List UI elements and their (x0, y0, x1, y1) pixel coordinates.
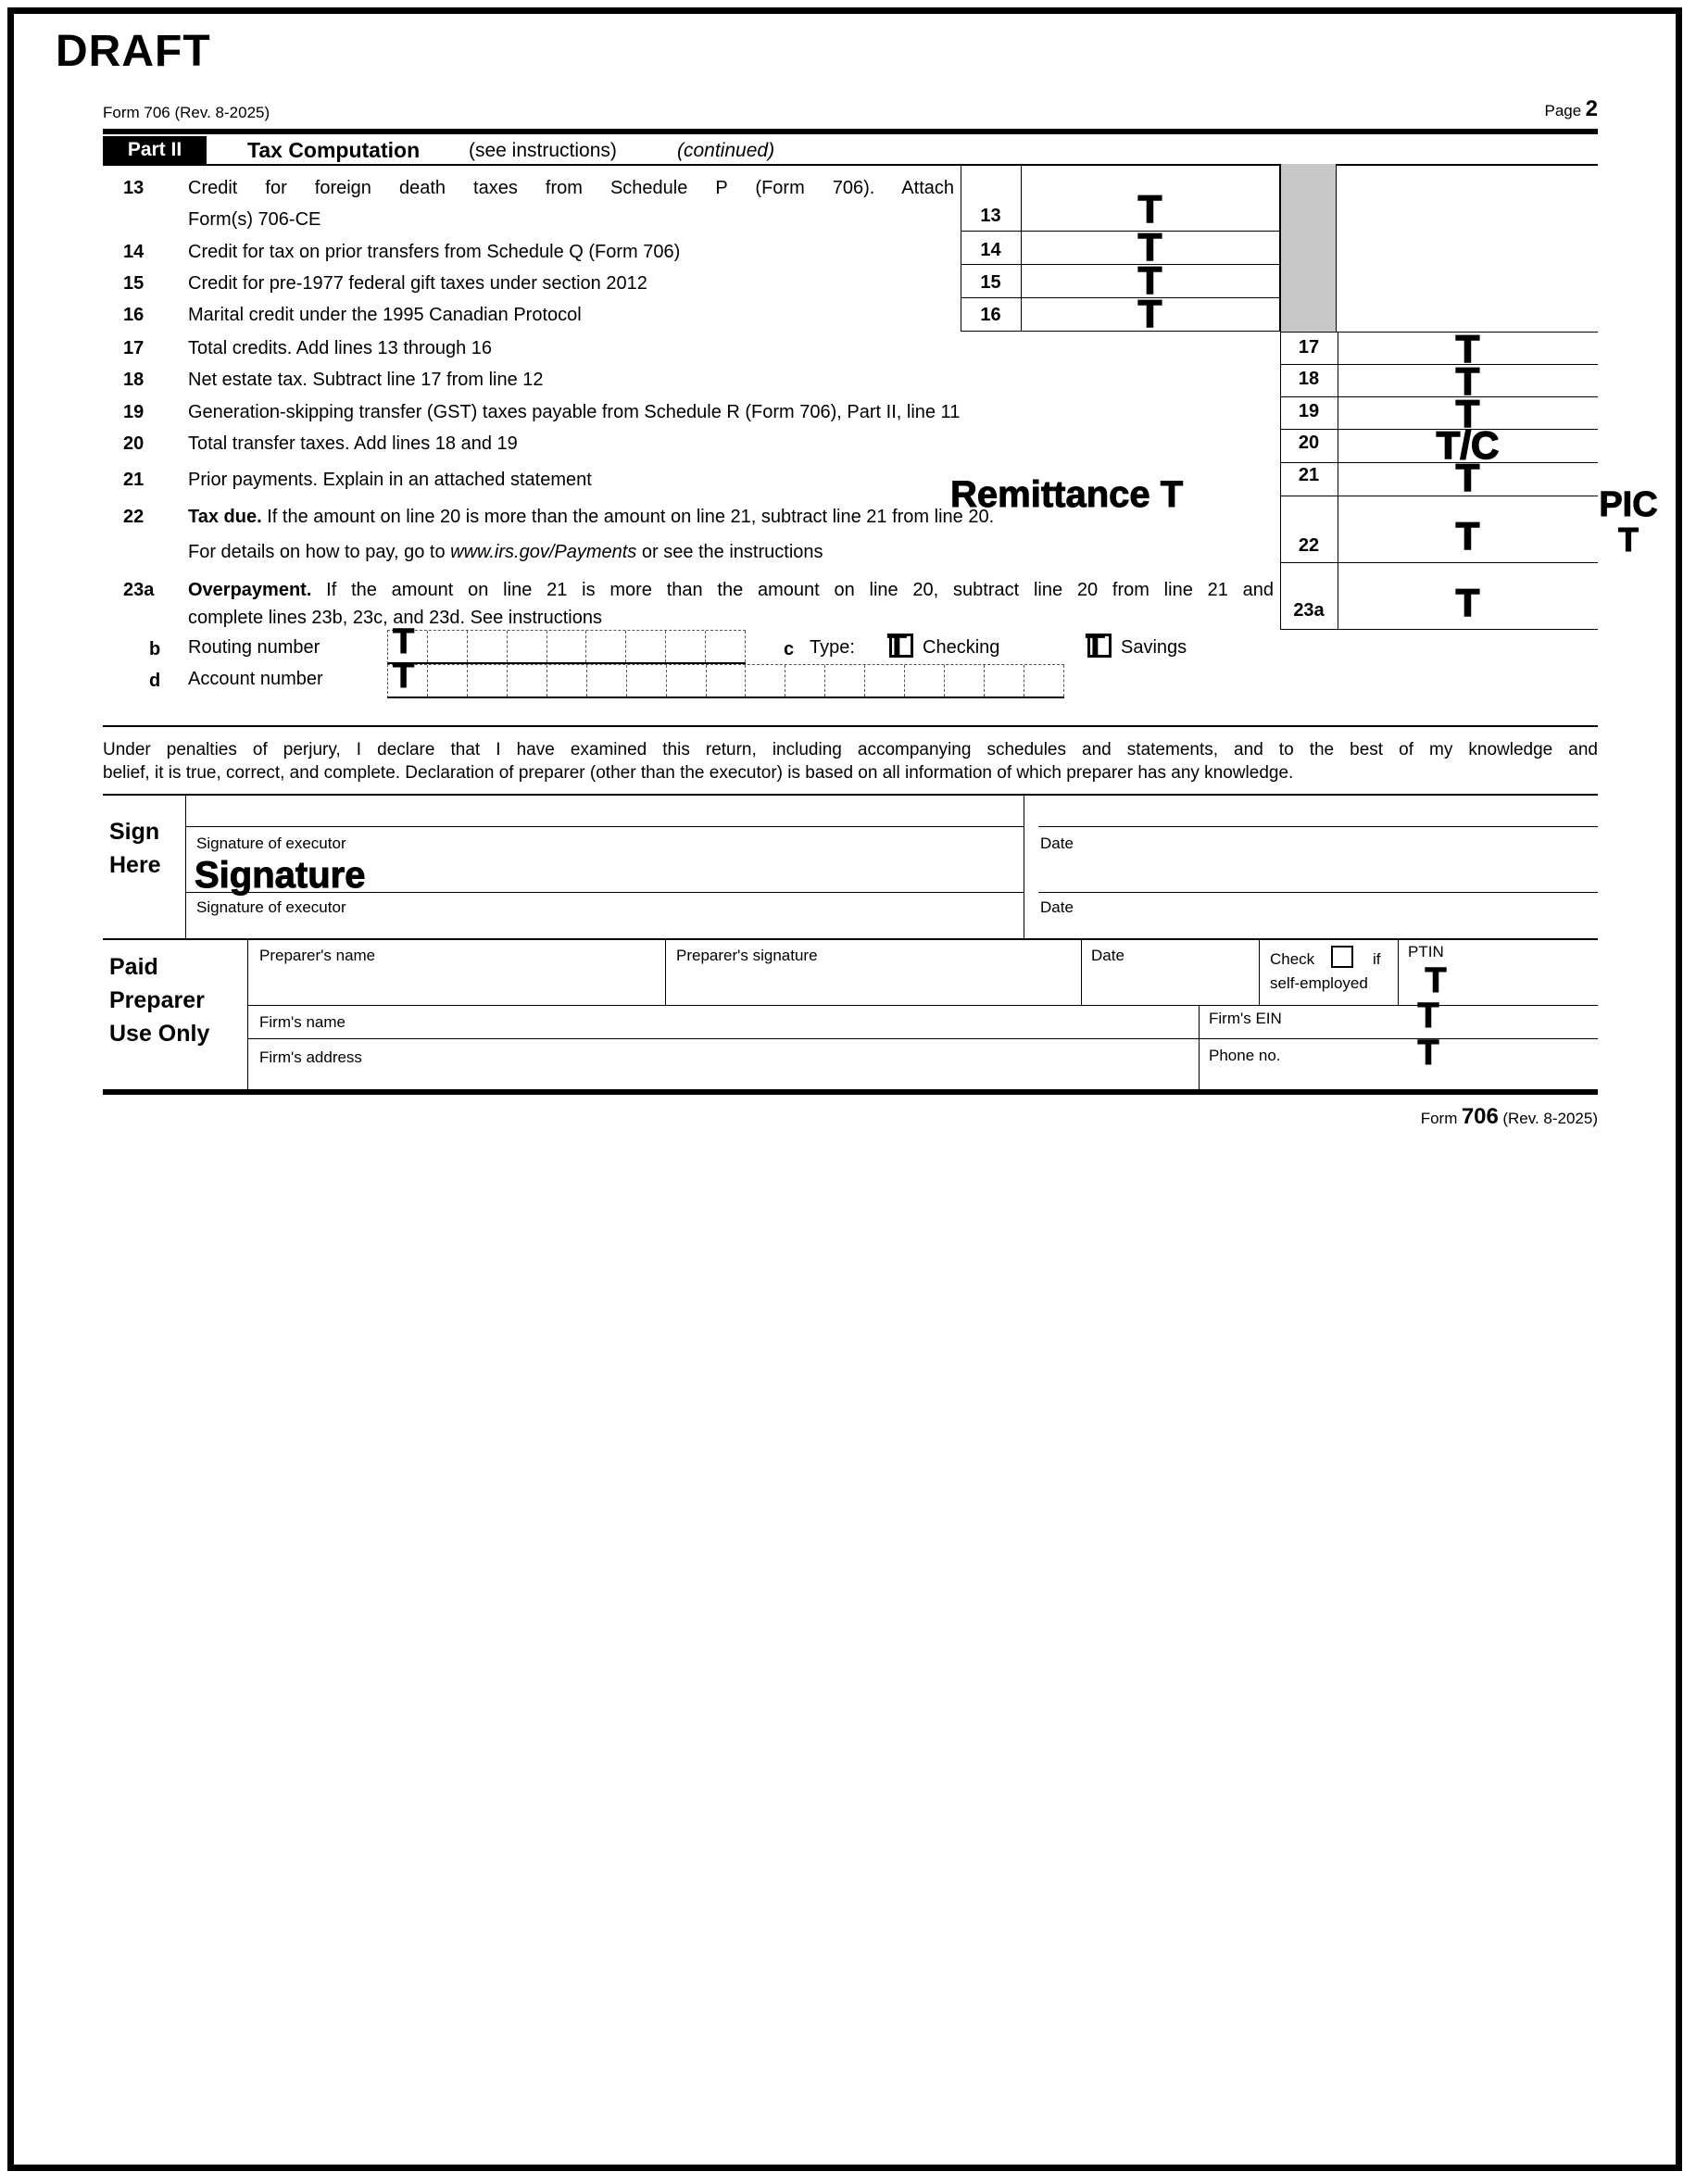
digit-cell[interactable] (587, 665, 627, 697)
ptin-label: PTIN (1408, 943, 1444, 960)
account-type-label: Type: (810, 637, 855, 658)
line-20-text (188, 432, 1274, 456)
executor-signature-label-2: Signature of executor (196, 898, 346, 916)
preparer-signature-label: Preparer's signature (676, 947, 818, 964)
line-13-text-1 (188, 176, 954, 200)
line-16-desc: Marital credit under the 1995 Canadian Protocol (188, 305, 582, 325)
digit-cell[interactable] (547, 631, 587, 662)
grid-line (247, 1038, 1598, 1039)
digit-cell[interactable] (1024, 665, 1064, 697)
digit-cell[interactable] (667, 665, 707, 697)
line-17-text (188, 336, 1274, 360)
phone-field[interactable]: T (1417, 1034, 1439, 1073)
digit-cell[interactable] (626, 631, 666, 662)
executor-signature-field-2[interactable] (195, 917, 1019, 937)
form-footer (103, 1104, 1598, 1130)
line-15-number: 15 (123, 273, 144, 294)
line-15-text (188, 271, 954, 295)
part2-label: Part II (103, 136, 207, 164)
digit-cell[interactable] (985, 665, 1024, 697)
grid-line (1038, 892, 1598, 893)
part2-title: Tax Computation (247, 138, 421, 162)
line-16-box-number: 16 (980, 305, 1001, 325)
perjury-statement-line1: Under penalties of perjury, I declare that I have examined this return, including accompanying schedules and statements, and to the best of my knowledge and (103, 740, 1598, 759)
grid-line (1280, 629, 1598, 630)
preparer-signature-field[interactable] (667, 965, 1079, 1002)
grid-line (1038, 826, 1598, 827)
grid-line (1199, 1005, 1200, 1091)
line-16-amount-box[interactable]: T (1137, 292, 1162, 335)
grid-line (247, 1005, 1598, 1006)
part2-header (103, 138, 1598, 164)
line-13-amount-box[interactable]: T (1137, 187, 1162, 231)
checking-label: Checking (923, 637, 1000, 658)
firm-address-label: Firm's address (259, 1048, 362, 1066)
footer-form-number: 706 (1461, 1104, 1499, 1129)
part2-continued: (continued) (677, 140, 775, 161)
footer-revision: (Rev. 8-2025) (1502, 1110, 1598, 1127)
digit-cell[interactable] (627, 665, 667, 697)
bottom-rule (103, 1089, 1598, 1095)
line-22-amount-box[interactable]: T (1455, 514, 1480, 558)
draft-watermark: DRAFT (56, 27, 211, 76)
sign-date-label-1: Date (1040, 835, 1074, 852)
grid-line (185, 794, 186, 938)
line-17-number: 17 (123, 338, 144, 358)
remittance-stamp: Remittance T (943, 474, 1190, 516)
line-18-box-number: 18 (1298, 369, 1320, 389)
line-22-desc-cont: For details on how to pay, go to www.irs.gov/Payments or see the instructions (188, 542, 823, 562)
line-14-box-number: 14 (980, 240, 1001, 260)
sign-date-field-1[interactable] (1038, 852, 1594, 891)
paid-preparer-word3: Use Only (109, 1021, 210, 1047)
line-13-text-2 (188, 207, 954, 232)
grid-line (1081, 938, 1082, 1005)
routing-number-box[interactable] (387, 630, 746, 664)
line-15-box-number: 15 (980, 272, 1001, 293)
grid-line (247, 938, 248, 1091)
line-16-text (188, 303, 954, 327)
account-number-value: T (393, 657, 415, 696)
line-14-amount-box[interactable]: T (1137, 225, 1162, 269)
self-employed-check-label-pre: Check (1270, 950, 1315, 968)
digit-cell[interactable] (865, 665, 905, 697)
digit-cell[interactable] (707, 665, 747, 697)
pic-stamp-label: PIC (1599, 485, 1658, 524)
paid-preparer-word1: Paid (109, 954, 158, 980)
preparer-name-label: Preparer's name (259, 947, 376, 964)
self-employed-check-label-if: if (1373, 950, 1381, 968)
line-22-box-number: 22 (1298, 535, 1320, 556)
digit-cell[interactable] (785, 665, 825, 697)
line-19-box-number: 19 (1298, 401, 1320, 421)
line-22-desc: Tax due. If the amount on line 20 is more than the amount on line 21, subtract line 21 from line 20. (188, 507, 995, 527)
line-23a-text-1 (188, 578, 1274, 602)
digit-cell[interactable] (508, 631, 547, 662)
firm-ein-field[interactable]: T (1417, 997, 1439, 1036)
grid-line (1259, 938, 1260, 1005)
line-18-amount-box[interactable]: T (1455, 359, 1480, 403)
line-19-desc: Generation-skipping transfer (GST) taxes payable from Schedule R (Form 706), Part II, line 11 (188, 402, 961, 422)
digit-cell[interactable] (706, 631, 746, 662)
line-22-number: 22 (123, 507, 144, 527)
grid-line (103, 164, 1598, 166)
routing-number-label: Routing number (188, 637, 320, 658)
savings-checkbox-value: T (1086, 628, 1105, 663)
line-23a-amount-box[interactable]: T (1455, 581, 1480, 624)
paid-preparer-word2: Preparer (109, 987, 205, 1013)
form-id: Form 706 (Rev. 8-2025) (103, 104, 270, 121)
section-divider (103, 725, 1598, 727)
self-employed-checkbox[interactable] (1331, 946, 1353, 968)
grid-line (185, 826, 1024, 827)
line-23a-number: 23a (123, 580, 155, 600)
account-number-box[interactable] (387, 664, 1064, 698)
executor-signature-label-1: Signature of executor (196, 835, 346, 852)
line-14-text (188, 240, 954, 264)
digit-cell[interactable] (586, 631, 626, 662)
firm-ein-label: Firm's EIN (1209, 1010, 1282, 1027)
line-23a-box-number: 23a (1293, 600, 1325, 621)
line-17-box-number: 17 (1298, 337, 1320, 358)
line-18-text (188, 368, 1274, 392)
line-21-number: 21 (123, 470, 144, 490)
line-23a-desc: Overpayment. If the amount on line 21 is more than the amount on line 20, subtract line 20 from line 21 and (188, 580, 1274, 600)
preparer-date-field[interactable] (1083, 965, 1257, 1002)
digit-cell[interactable] (746, 665, 785, 697)
digit-cell[interactable] (547, 665, 587, 697)
line-20-number: 20 (123, 433, 144, 454)
executor-signature-field-1[interactable] (195, 855, 1019, 896)
line-21-amount-box[interactable]: T (1455, 456, 1480, 499)
digit-cell[interactable] (428, 665, 468, 697)
line-13-number: 13 (123, 178, 144, 198)
line-23a-text-2 (188, 606, 1274, 630)
line-19-text (188, 400, 1274, 424)
shaded-column (1280, 164, 1337, 332)
line-13-desc: Credit for foreign death taxes from Schedule P (Form 706). Attach (188, 178, 954, 198)
preparer-date-label: Date (1091, 947, 1124, 964)
grid-line (1280, 562, 1598, 563)
grid-line (665, 938, 666, 1005)
line-14-number: 14 (123, 242, 144, 262)
account-number-label: Account number (188, 669, 323, 689)
grid-line (103, 794, 1598, 796)
part2-see-instructions: (see instructions) (469, 140, 617, 161)
line-23c-letter: c (784, 639, 795, 659)
checking-checkbox-value: T (887, 628, 907, 663)
line-16-number: 16 (123, 305, 144, 325)
line-23d-letter: d (149, 671, 161, 691)
line-15-amount-box[interactable]: T (1137, 258, 1162, 302)
line-20-desc: Total transfer taxes. Add lines 18 and 19 (188, 433, 518, 454)
pic-stamp-value: T (1618, 521, 1639, 559)
firm-name-field[interactable] (408, 1008, 1186, 1036)
line-21-box-number: 21 (1298, 465, 1320, 485)
digit-cell[interactable] (905, 665, 945, 697)
self-employed-label: self-employed (1270, 974, 1368, 992)
digit-cell[interactable] (666, 631, 706, 662)
grid-line (103, 938, 1598, 940)
line-13-desc-cont: Form(s) 706-CE (188, 209, 321, 230)
line-22-text-1 (188, 505, 1274, 529)
grid-line (1398, 938, 1399, 1005)
preparer-name-field[interactable] (250, 965, 662, 1002)
page-number: 2 (1585, 96, 1598, 121)
line-17-desc: Total credits. Add lines 13 through 16 (188, 338, 492, 358)
line-20-box-number: 20 (1298, 433, 1320, 453)
sign-date-label-2: Date (1040, 898, 1074, 916)
sign-here-word1: Sign (109, 819, 160, 845)
line-18-number: 18 (123, 370, 144, 390)
line-15-desc: Credit for pre-1977 federal gift taxes under section 2012 (188, 273, 647, 294)
ptin-field[interactable]: T (1425, 961, 1447, 1000)
perjury-statement-line2: belief, it is true, correct, and complete. Declaration of preparer (other than the executor) is based on all information of which preparer has any knowledge. (103, 763, 1294, 783)
line-23a-desc-cont: complete lines 23b, 23c, and 23d. See instructions (188, 608, 602, 628)
digit-cell[interactable] (825, 665, 865, 697)
line-19-number: 19 (123, 402, 144, 422)
phone-label: Phone no. (1209, 1047, 1281, 1064)
page-indicator (103, 96, 1598, 122)
digit-cell[interactable] (468, 631, 508, 662)
sign-here-word2: Here (109, 852, 161, 878)
firm-name-label: Firm's name (259, 1013, 345, 1031)
line-21-desc: Prior payments. Explain in an attached statement (188, 470, 592, 490)
digit-cell[interactable] (508, 665, 547, 697)
line-17-amount-box[interactable]: T (1455, 327, 1480, 370)
executor-signature-value: Signature (195, 855, 366, 896)
sign-date-field-2[interactable] (1038, 917, 1594, 937)
line-13-box-number: 13 (980, 206, 1001, 226)
line-20-amount-box[interactable]: T/C (1436, 423, 1500, 467)
line-22-text-2 (188, 540, 1274, 564)
digit-cell[interactable] (468, 665, 508, 697)
line-19-amount-box[interactable]: T (1455, 392, 1480, 435)
savings-label: Savings (1121, 637, 1187, 658)
line-14-desc: Credit for tax on prior transfers from Schedule Q (Form 706) (188, 242, 681, 262)
routing-number-value: T (393, 622, 415, 661)
firm-address-field[interactable] (408, 1043, 1186, 1071)
digit-cell[interactable] (945, 665, 985, 697)
digit-cell[interactable] (428, 631, 468, 662)
header-rule (103, 129, 1598, 134)
line-18-desc: Net estate tax. Subtract line 17 from line 12 (188, 370, 544, 390)
page-label: Page (1544, 102, 1582, 119)
footer-form-word: Form (1420, 1110, 1458, 1127)
line-23b-letter: b (149, 639, 161, 659)
